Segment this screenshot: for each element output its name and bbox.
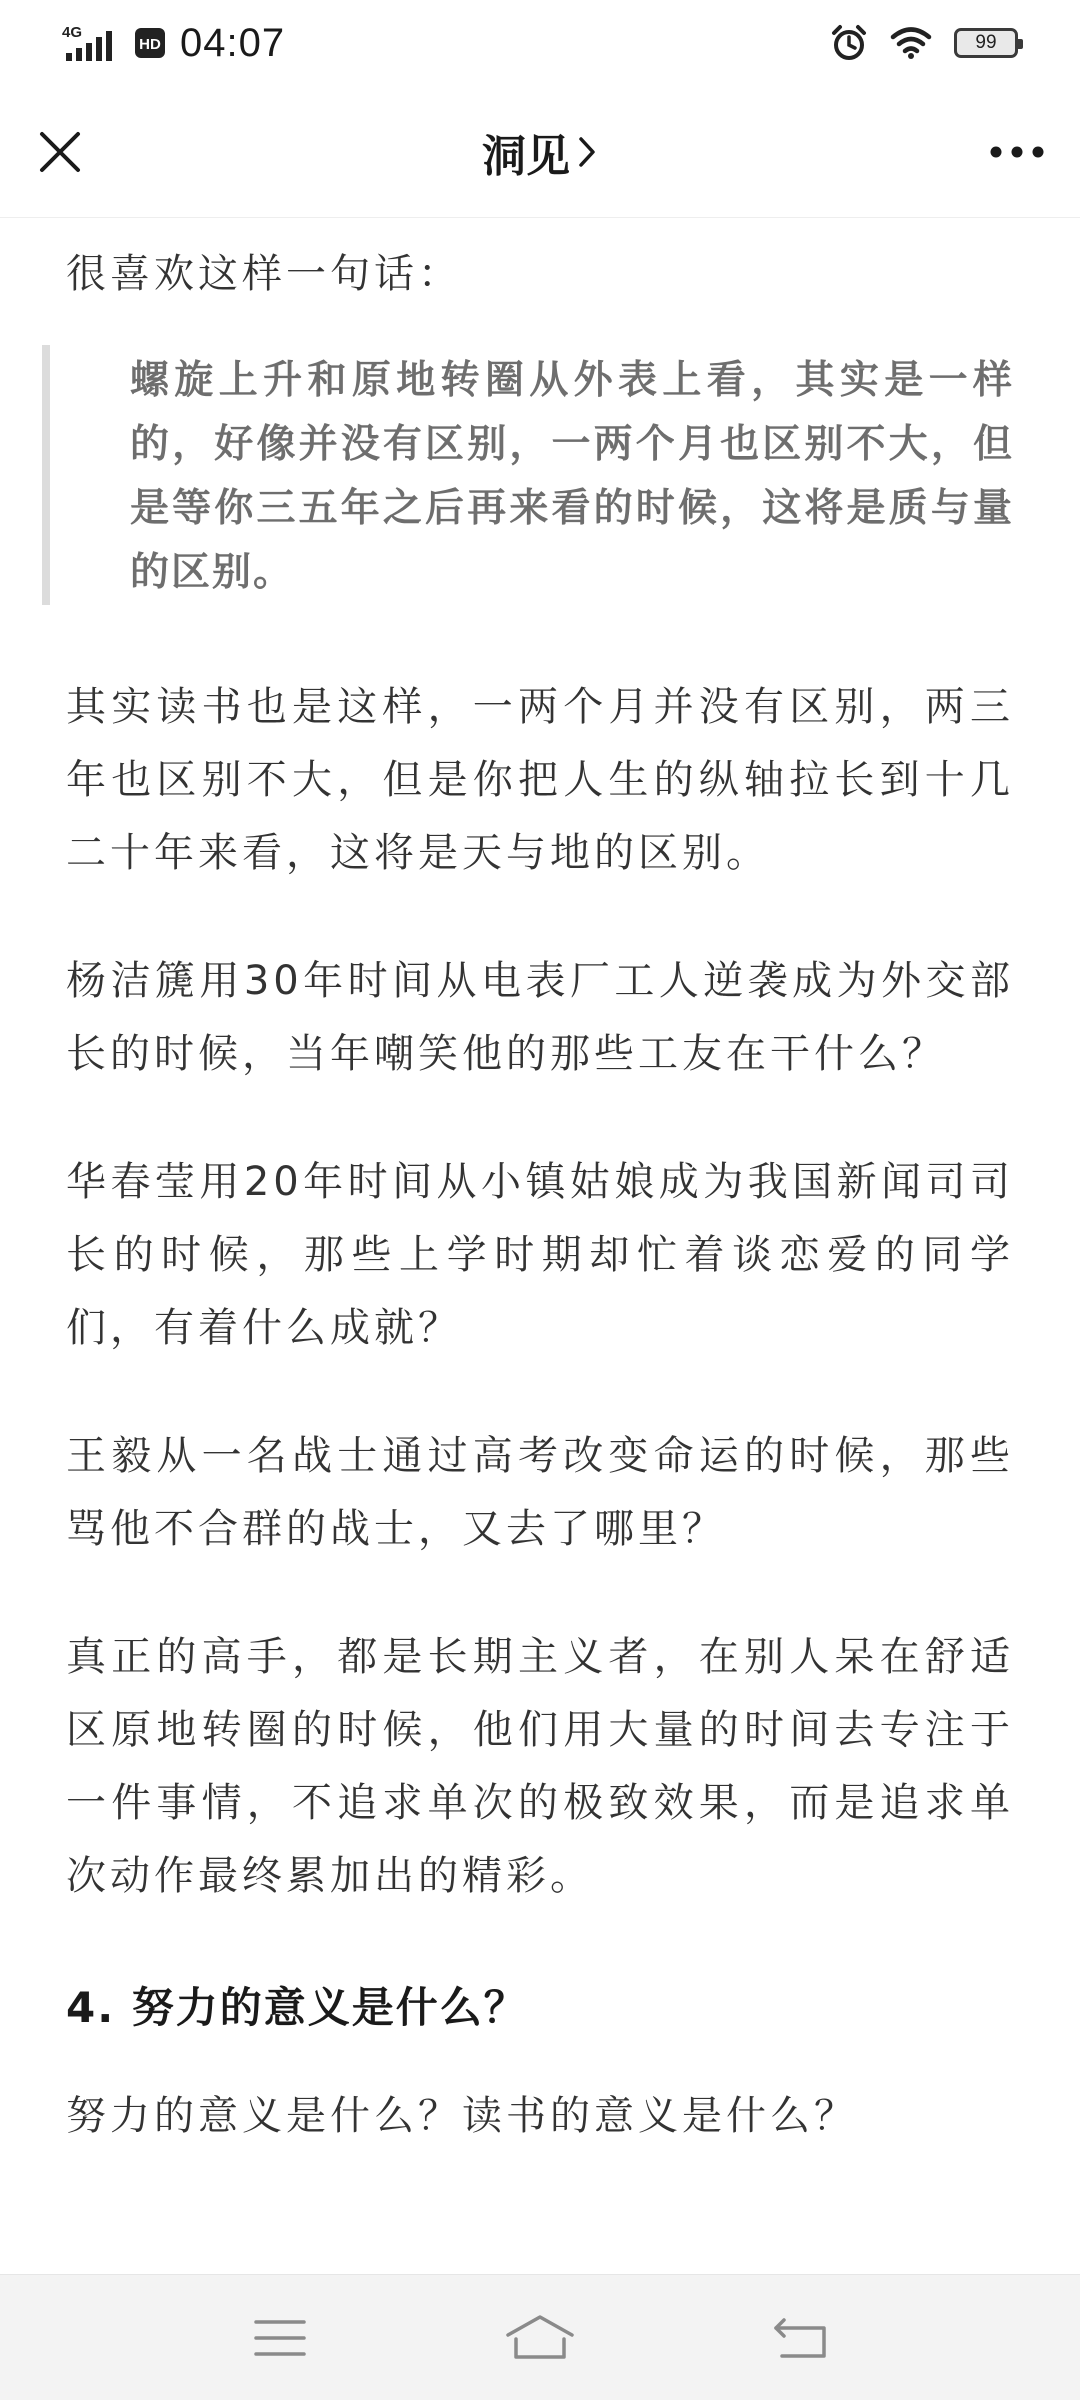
wifi-icon <box>890 26 932 60</box>
network-label: 4G <box>62 24 83 41</box>
status-right <box>830 24 1018 62</box>
chevron-right-icon <box>576 135 598 169</box>
quote-text: 螺旋上升和原地转圈从外表上看，其实是一样的，好像并没有区别，一两个月也区别不大，但是等你三五年之后再来看的时候，这将是质与量的区别。 <box>130 358 1014 595</box>
blockquote <box>42 345 1014 605</box>
account-title-link[interactable] <box>482 120 598 184</box>
back-icon <box>772 2316 828 2360</box>
status-time: 04:07 <box>180 20 286 65</box>
paragraph-5: 真正的高手，都是长期主义者，在别人呆在舒适区原地转圈的时候，他们用大量的时间去专注于一件事情，不追求单次的极致效果，而是追求单次动作最终累加出的精彩。 <box>66 1634 1014 1899</box>
paragraph-6: 努力的意义是什么？读书的意义是什么？ <box>66 2093 858 2139</box>
battery-level: 99 <box>975 32 997 53</box>
alarm-icon <box>830 24 868 62</box>
back-button[interactable] <box>740 2288 860 2388</box>
hd-icon <box>134 27 166 59</box>
more-icon <box>989 145 1045 159</box>
menu-icon <box>254 2318 306 2358</box>
home-icon <box>504 2313 576 2363</box>
battery-icon <box>954 28 1018 58</box>
paragraph-1: 其实读书也是这样，一两个月并没有区别，两三年也区别不大，但是你把人生的纵轴拉长到十几二十年来看，这将是天与地的区别。 <box>66 684 1014 876</box>
intro-paragraph: 很喜欢这样一句话： <box>66 251 462 297</box>
paragraph-3: 华春莹用20年时间从小镇姑娘成为我国新闻司司长的时候，那些上学时期却忙着谈恋爱的同学们，有着什么成就？ <box>66 1159 1014 1351</box>
system-nav-bar <box>0 2274 1080 2400</box>
close-button[interactable] <box>28 120 92 184</box>
status-left <box>62 21 285 66</box>
section-heading: 4. 努力的意义是什么？ <box>66 1983 528 2032</box>
page-title: 洞见 <box>482 130 570 182</box>
more-button[interactable] <box>982 120 1052 184</box>
menu-button[interactable] <box>220 2288 340 2388</box>
signal-icon <box>62 23 120 63</box>
paragraph-2: 杨洁篪用30年时间从电表厂工人逆袭成为外交部长的时候，当年嘲笑他的那些工友在干什么？ <box>66 958 1014 1077</box>
home-button[interactable] <box>480 2288 600 2388</box>
article-content <box>66 218 1014 2153</box>
hd-label: HD <box>139 36 161 53</box>
status-bar <box>0 0 1080 86</box>
nav-bar <box>0 86 1080 218</box>
close-icon <box>38 130 82 174</box>
paragraph-4: 王毅从一名战士通过高考改变命运的时候，那些骂他不合群的战士，又去了哪里？ <box>66 1433 1014 1552</box>
